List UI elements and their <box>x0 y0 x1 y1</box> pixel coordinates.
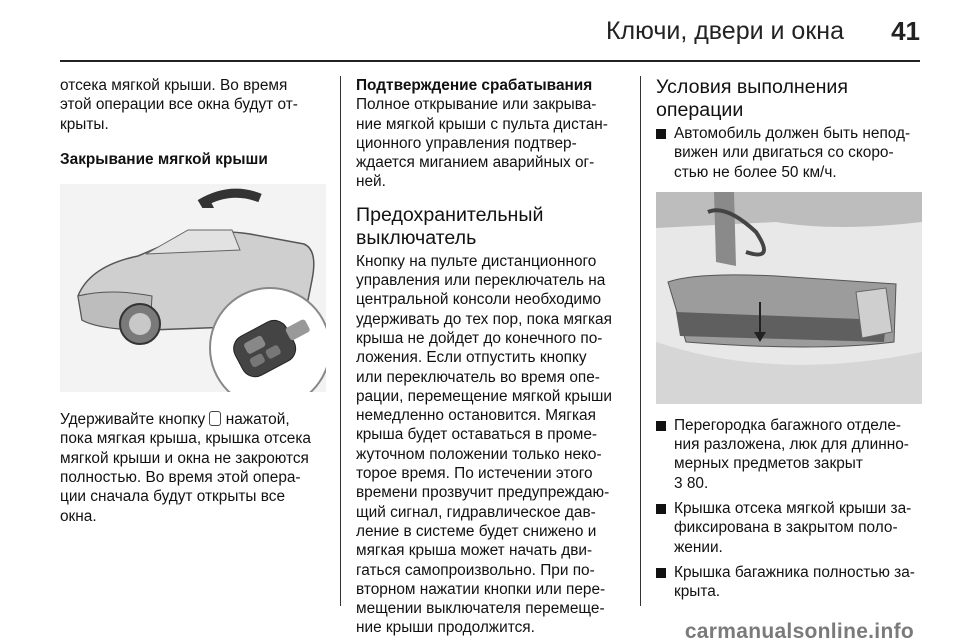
text-line: или переключатель во время опе- <box>356 368 600 386</box>
text-line: мерных предметов закрыт <box>674 455 863 473</box>
convertible-car-illustration <box>60 184 326 392</box>
text-line: мягкая крыша может начать дви- <box>356 542 593 560</box>
header-rule <box>60 60 920 62</box>
closing-instruction-paragraph <box>60 410 326 526</box>
text-line: Крышка багажника полностью за- <box>674 563 915 581</box>
bullet-square-icon <box>656 129 666 139</box>
text-line: центральной консоли необходимо <box>356 291 602 309</box>
column-3 <box>656 76 926 602</box>
bullet-square-icon <box>656 568 666 578</box>
trunk-partition-illustration <box>656 192 922 404</box>
section-subheading-confirmation: Подтверждение срабатывания <box>356 77 593 94</box>
heading-line: Предохранительный <box>356 203 544 226</box>
text-line: ние мягкой крыши с пульта дистан- <box>356 115 608 133</box>
section-heading-safety-switch <box>356 204 630 250</box>
text-line: ждается миганием аварийных ог- <box>356 154 595 172</box>
condition-bullet-4 <box>656 563 926 602</box>
text-line: Кнопку на пульте дистанционного <box>356 252 597 270</box>
page-reference-link[interactable]: 80. <box>682 474 709 492</box>
text-line: торое время. По истечении этого <box>356 465 593 483</box>
condition-bullet-3 <box>656 499 926 557</box>
text-line: ление в системе будет снижено и <box>356 522 597 540</box>
text-line: отсека мягкой крыши. Во время <box>60 77 288 94</box>
condition-bullet-1 <box>656 124 926 182</box>
text-line: немедленно остановится. Мягкая <box>356 407 596 425</box>
text-line: ней. <box>356 173 386 191</box>
text-line: рации, перемещение мягкой крыши <box>356 387 612 405</box>
section-subheading-closing: Закрывание мягкой крыши <box>60 150 268 168</box>
text-line: гаться самопроизвольно. При по- <box>356 561 595 579</box>
text-line: крыша будет оставаться в проме- <box>356 426 598 444</box>
text-line: Перегородка багажного отделе- <box>674 416 902 434</box>
watermark: carmanualsonline.info <box>684 620 914 643</box>
roof-button-icon <box>209 411 221 426</box>
text-line: жении. <box>674 538 723 556</box>
heading-line: выключатель <box>356 226 477 249</box>
intro-paragraph <box>60 76 326 134</box>
column-divider-1 <box>340 76 341 606</box>
text-line: ложения. Если отпустить кнопку <box>356 349 587 367</box>
condition-bullet-2 <box>656 416 926 493</box>
column-2 <box>356 76 630 638</box>
heading-line: Условия выполнения <box>656 76 848 98</box>
text-line: ционного управления подтвер- <box>356 134 577 152</box>
text-line: стью не более 50 км/ч. <box>674 163 837 181</box>
page-number: 41 <box>891 16 920 46</box>
page-header-title: Ключи, двери и окна <box>605 17 844 45</box>
text-line: управления или переключатель на <box>356 272 606 290</box>
column-1 <box>60 76 326 526</box>
page-reference-arrow-icon: 3 <box>674 474 683 492</box>
text-line: щий сигнал, гидравлическое дав- <box>356 503 596 521</box>
section-heading-conditions <box>656 76 926 122</box>
bullet-square-icon <box>656 421 666 431</box>
text-line: крыта. <box>674 583 721 601</box>
text-line: Удерживайте кнопку <box>60 411 206 429</box>
trunk-illustration <box>656 192 922 404</box>
text-line: вторном нажатии кнопки или пере- <box>356 580 606 598</box>
text-line: этой операции все окна будут от- <box>60 96 298 114</box>
text-line: фиксирована в закрытом поло- <box>674 519 898 537</box>
text-line: полностью. Во время этой опера- <box>60 469 301 487</box>
text-line: жуточном положении только неко- <box>356 445 602 463</box>
text-line: мягкой крыши и окна не закроются <box>60 449 309 467</box>
confirmation-paragraph <box>356 95 630 191</box>
text-line: ние крыши продолжится. <box>356 619 535 637</box>
text-line: окна. <box>60 507 97 525</box>
text-line: крыша не дойдет до конечного по- <box>356 329 603 347</box>
car-with-key-illustration <box>60 184 326 392</box>
text-line: ции сначала будут открыты все <box>60 488 286 506</box>
text-line: пока мягкая крыша, крышка отсека <box>60 430 311 448</box>
text-line: удерживать до тех пор, пока мягкая <box>356 310 612 328</box>
text-line: ния разложена, люк для длинно- <box>674 436 909 454</box>
text-line: крыты. <box>60 115 109 133</box>
column-divider-2 <box>640 76 641 606</box>
page-header <box>0 0 960 60</box>
bullet-square-icon <box>656 504 666 514</box>
text-line: Крышка отсека мягкой крыши за- <box>674 500 912 518</box>
text-line: вижен или двигаться со скоро- <box>674 144 894 162</box>
text-fragment: нажатой, <box>221 411 290 429</box>
text-line: Полное открывание или закрыва- <box>356 96 597 114</box>
text-line: Автомобиль должен быть непод- <box>674 125 911 142</box>
text-line: времени прозвучит предупреждаю- <box>356 484 610 502</box>
safety-switch-paragraph <box>356 252 630 638</box>
heading-line: операции <box>656 99 744 121</box>
text-line: мещении выключателя перемеще- <box>356 600 605 618</box>
